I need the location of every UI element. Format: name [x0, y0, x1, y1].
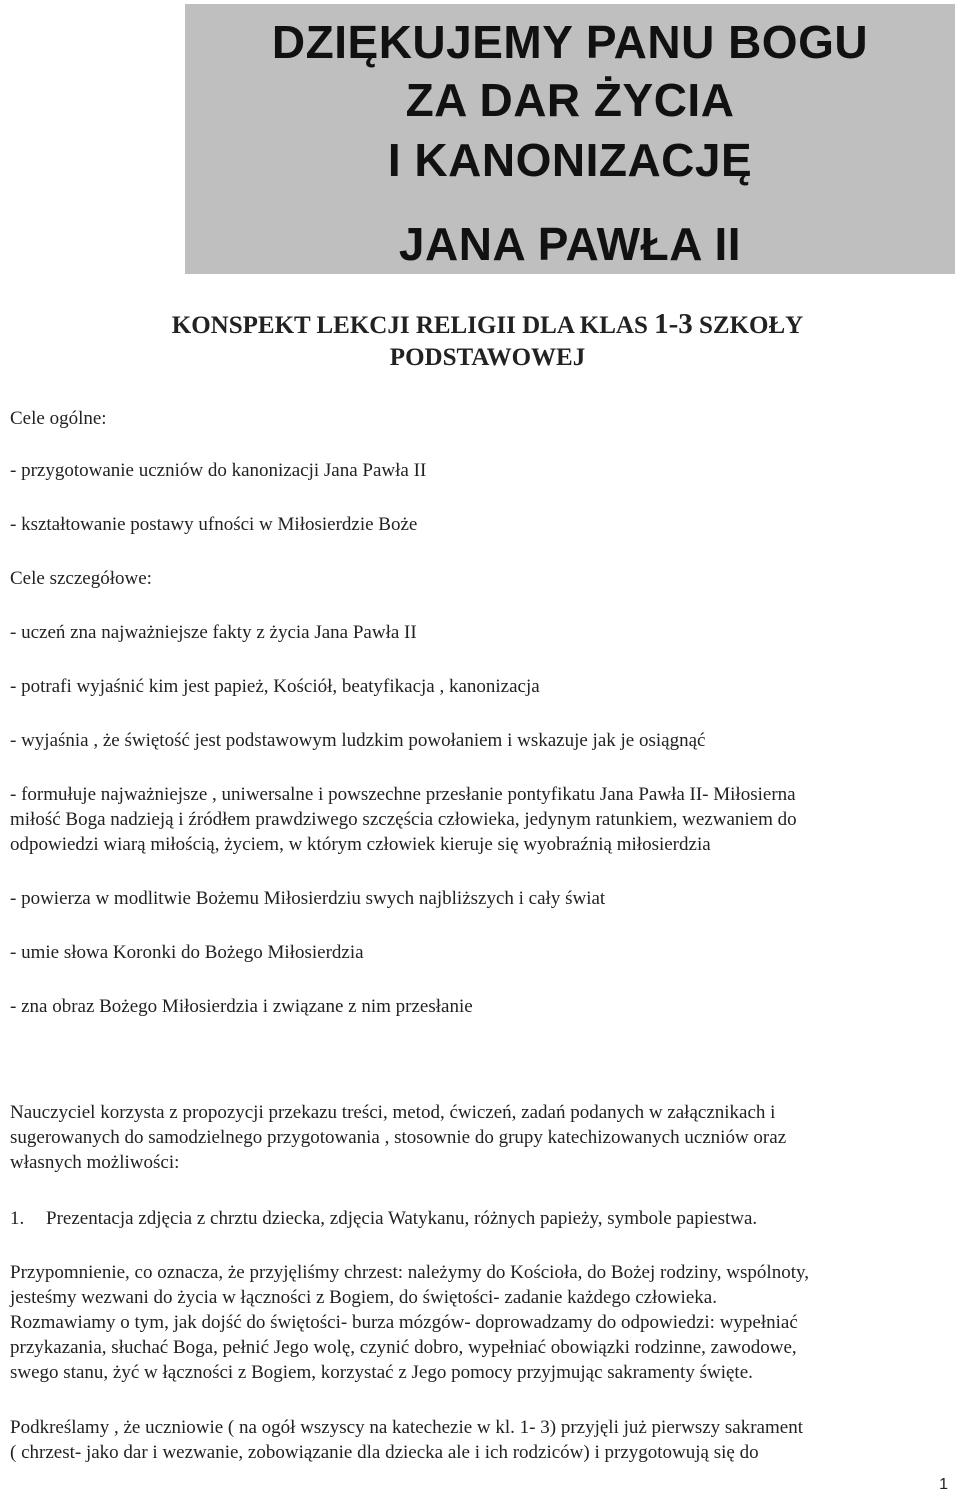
subtitle-part-c: SZKOŁY	[692, 312, 804, 339]
general-goal-2: - kształtowanie postawy ufności w Miłosierdzie Boże	[10, 514, 418, 535]
detailed-goals-heading: Cele szczegółowe:	[10, 568, 152, 589]
emphasis-paragraph	[10, 1415, 945, 1465]
lesson-subtitle	[0, 308, 960, 342]
detailed-goal-prayer: - powierza w modlitwie Bożemu Miłosierdziu swych najbliższych i cały świat	[10, 888, 606, 909]
title-banner	[185, 4, 955, 274]
emphasis-line-2: ( chrzest- jako dar i wezwanie, zobowiązanie dla dziecka ale i ich rodziców) i przygotowują się do	[10, 1442, 759, 1463]
page-number: 1	[939, 1476, 948, 1493]
general-goal-1: - przygotowanie uczniów do kanonizacji Jana Pawła II	[10, 460, 427, 481]
emphasis-line-1: Podkreślamy , że uczniowie ( na ogół wszyscy na katechezie w kl. 1- 3) przyjęli już pierwszy sakrament	[10, 1417, 803, 1438]
reminder-line-3: Rozmawiamy o tym, jak dojść do świętości- burza mózgów- doprowadzamy do odpowiedzi: wypełniać	[10, 1312, 798, 1333]
detailed-goal-chaplet: - umie słowa Koronki do Bożego Miłosierdzia	[10, 942, 364, 963]
reminder-paragraph	[10, 1260, 945, 1385]
step-text: Prezentacja zdjęcia z chrztu dziecka, zdjęcia Watykanu, różnych papieży, symbole papiestwa.	[46, 1208, 758, 1229]
formulates-line-2: miłość Boga nadzieją i źródłem prawdziwego szczęścia człowieka, jedynym ratunkiem, wezwaniem do	[10, 809, 797, 830]
title-line-1: DZIĘKUJEMY PANU BOGU	[271, 16, 869, 68]
detailed-goal-2: - potrafi wyjaśnić kim jest papież, Kościół, beatyfikacja , kanonizacja	[10, 676, 540, 697]
detailed-goal-formulates	[10, 782, 945, 857]
formulates-line-1: - formułuje najważniejsze , uniwersalne i powszechne przesłanie pontyfikatu Jana Pawła II- Miłosierna	[10, 784, 796, 805]
subtitle-part-a: KONSPEKT LEKCJI RELIGII DLA KLAS	[171, 312, 655, 339]
teacher-note-line-3: własnych możliwości:	[10, 1152, 180, 1173]
detailed-goal-1: - uczeń zna najważniejsze fakty z życia Jana Pawła II	[10, 622, 417, 643]
teacher-note-line-2: sugerowanych do samodzielnego przygotowania , stosownie do grupy katechizowanych uczniów oraz	[10, 1127, 787, 1148]
reminder-line-2: jesteśmy wezwani do życia w łączności z Bogiem, do świętości- zadanie każdego człowieka.	[10, 1287, 717, 1308]
title-line-4: JANA PAWŁA II	[398, 218, 742, 270]
formulates-line-3: odpowiedzi wiarą miłością, życiem, w którym człowiek kieruje się wyobraźnią miłosierdzia	[10, 834, 711, 855]
reminder-line-4: przykazania, słuchać Boga, pełnić Jego wolę, czynić dobro, wypełniać obowiązki rodzinne, zawodowe,	[10, 1337, 797, 1358]
teacher-note-line-1: Nauczyciel korzysta z propozycji przekazu treści, metod, ćwiczeń, zadań podanych w załącznikach i	[10, 1102, 776, 1123]
subtitle-grades: 1-3	[654, 308, 693, 340]
reminder-line-5: swego stanu, żyć w łączności z Bogiem, korzystać z Jego pomocy przyjmując sakramenty święte.	[10, 1362, 753, 1383]
teacher-note	[10, 1100, 945, 1175]
detailed-goal-3: - wyjaśnia , że świętość jest podstawowym ludzkim powołaniem i wskazuje jak je osiągnąć	[10, 730, 706, 751]
detailed-goal-image: - zna obraz Bożego Miłosierdzia i związane z nim przesłanie	[10, 996, 473, 1017]
lesson-subtitle-line-2: PODSTAWOWEJ	[389, 344, 586, 371]
title-line-2: ZA DAR ŻYCIA	[405, 74, 735, 126]
reminder-line-1: Przypomnienie, co oznacza, że przyjęliśmy chrzest: należymy do Kościoła, do Bożej rodziny, wspólnoty,	[10, 1262, 809, 1283]
general-goals-heading: Cele ogólne:	[10, 408, 107, 429]
step-number: 1.	[10, 1208, 25, 1229]
title-line-3: I KANONIZACJĘ	[387, 134, 753, 186]
